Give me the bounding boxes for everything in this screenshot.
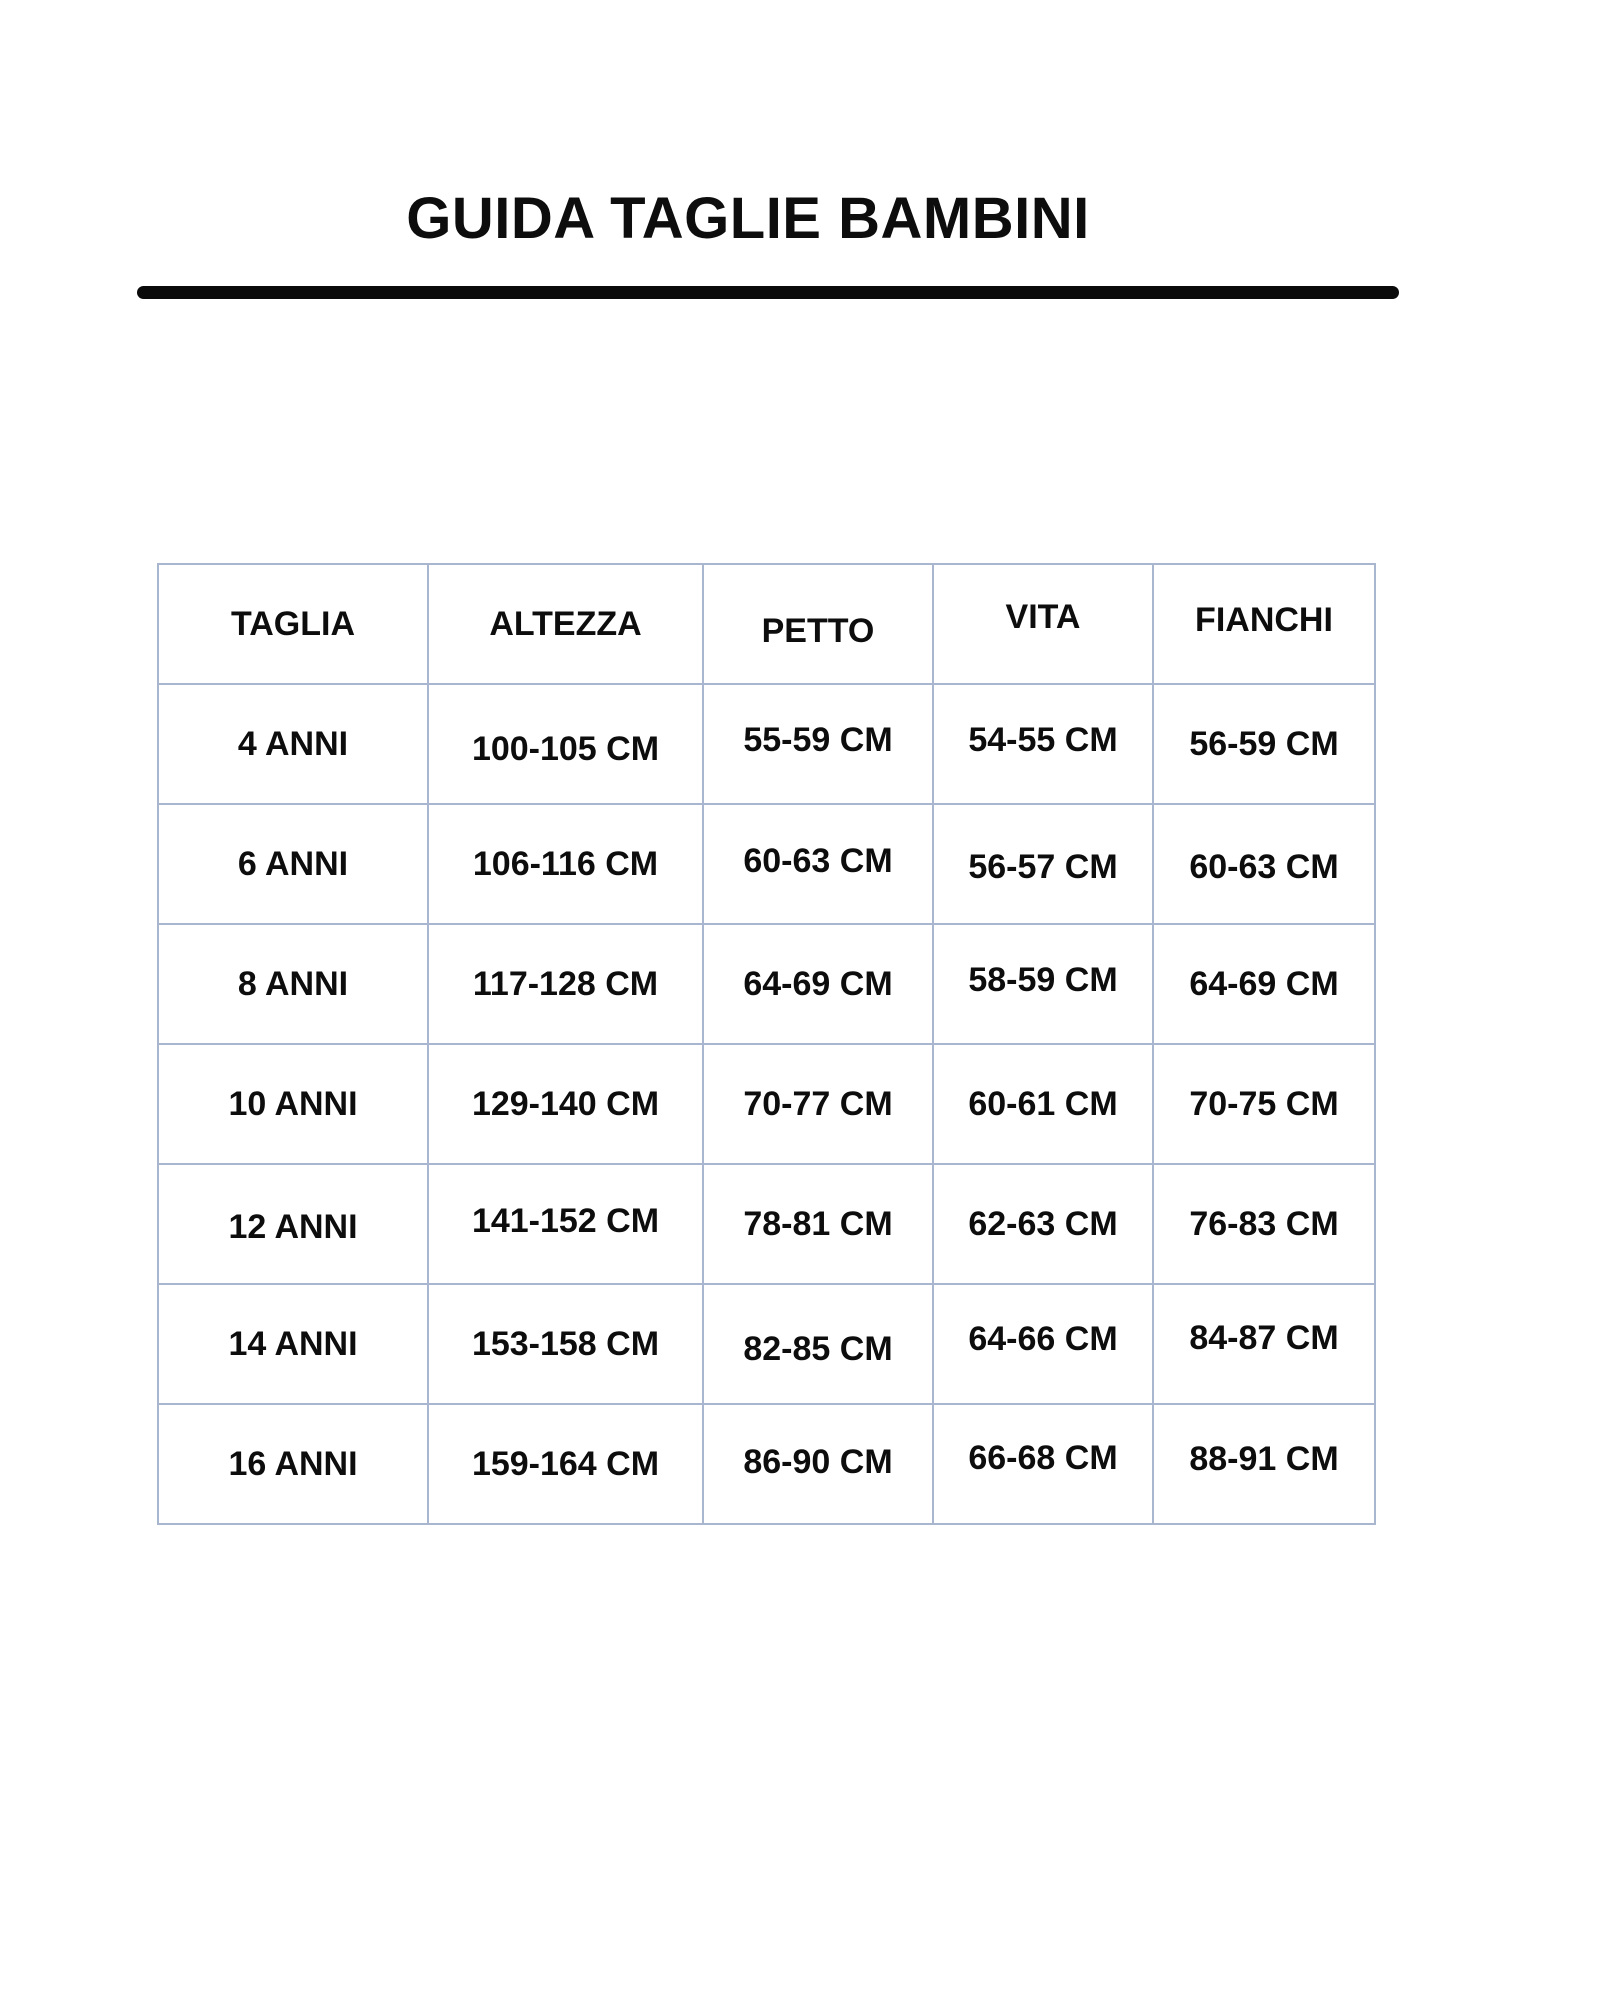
cell-petto: 82-85 CM	[703, 1284, 933, 1404]
cell-fianchi: 64-69 CM	[1153, 924, 1375, 1044]
cell-vita: 66-68 CM	[933, 1404, 1153, 1524]
cell-fianchi: 88-91 CM	[1153, 1404, 1375, 1524]
size-row-4-anni	[158, 684, 1375, 804]
cell-petto: 55-59 CM	[703, 684, 933, 804]
cell-fianchi: 76-83 CM	[1153, 1164, 1375, 1284]
cell-petto: 70-77 CM	[703, 1044, 933, 1164]
cell-vita: 56-57 CM	[933, 804, 1153, 924]
table-header-row	[158, 564, 1375, 684]
column-header-taglia: TAGLIA	[158, 564, 428, 684]
cell-vita: 58-59 CM	[933, 924, 1153, 1044]
page-header	[108, 188, 1388, 250]
column-header-vita: VITA	[933, 564, 1153, 684]
page-title: GUIDA TAGLIE BAMBINI	[406, 186, 1090, 251]
cell-altezza: 129-140 CM	[428, 1044, 703, 1164]
cell-petto: 60-63 CM	[703, 804, 933, 924]
cell-fianchi: 84-87 CM	[1153, 1284, 1375, 1404]
cell-taglia: 6 ANNI	[158, 804, 428, 924]
cell-taglia: 10 ANNI	[158, 1044, 428, 1164]
cell-fianchi: 70-75 CM	[1153, 1044, 1375, 1164]
column-header-petto: PETTO	[703, 564, 933, 684]
size-row-8-anni	[158, 924, 1375, 1044]
cell-taglia: 4 ANNI	[158, 684, 428, 804]
size-row-6-anni	[158, 804, 1375, 924]
cell-altezza: 106-116 CM	[428, 804, 703, 924]
cell-taglia: 8 ANNI	[158, 924, 428, 1044]
size-row-12-anni	[158, 1164, 1375, 1284]
column-header-fianchi: FIANCHI	[1153, 564, 1375, 684]
cell-vita: 60-61 CM	[933, 1044, 1153, 1164]
cell-petto: 86-90 CM	[703, 1404, 933, 1524]
cell-petto: 78-81 CM	[703, 1164, 933, 1284]
cell-taglia: 12 ANNI	[158, 1164, 428, 1284]
cell-altezza: 117-128 CM	[428, 924, 703, 1044]
cell-taglia: 16 ANNI	[158, 1404, 428, 1524]
cell-altezza: 141-152 CM	[428, 1164, 703, 1284]
size-guide-table	[157, 563, 1376, 1525]
size-row-10-anni	[158, 1044, 1375, 1164]
size-row-16-anni	[158, 1404, 1375, 1524]
size-row-14-anni	[158, 1284, 1375, 1404]
title-underline	[137, 286, 1399, 299]
cell-vita: 62-63 CM	[933, 1164, 1153, 1284]
cell-fianchi: 56-59 CM	[1153, 684, 1375, 804]
cell-altezza: 100-105 CM	[428, 684, 703, 804]
cell-altezza: 153-158 CM	[428, 1284, 703, 1404]
cell-altezza: 159-164 CM	[428, 1404, 703, 1524]
cell-fianchi: 60-63 CM	[1153, 804, 1375, 924]
column-header-altezza: ALTEZZA	[428, 564, 703, 684]
cell-taglia: 14 ANNI	[158, 1284, 428, 1404]
cell-petto: 64-69 CM	[703, 924, 933, 1044]
cell-vita: 64-66 CM	[933, 1284, 1153, 1404]
cell-vita: 54-55 CM	[933, 684, 1153, 804]
